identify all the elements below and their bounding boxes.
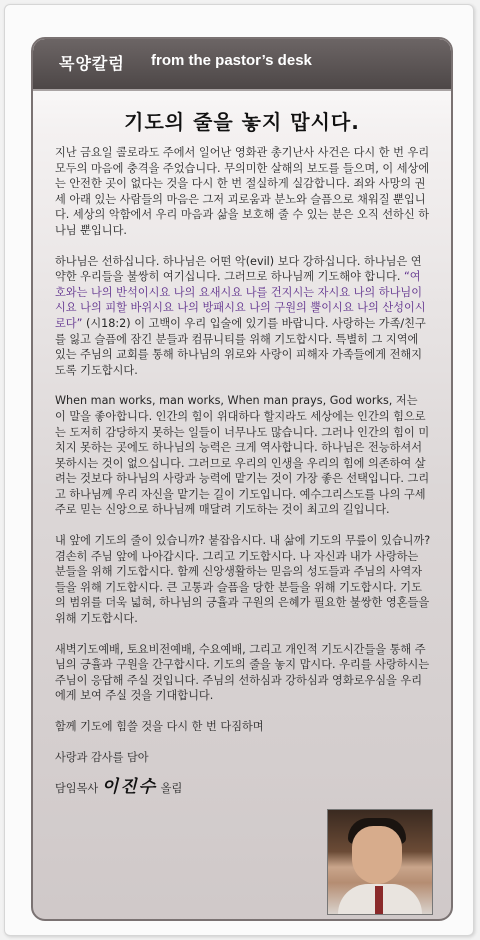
column-header [33,39,451,91]
signature-role: 담임목사 [55,782,99,796]
header-korean-title: 목양칼럼 [59,54,125,73]
page-frame [4,4,474,936]
paragraph-2-intro: 하나님은 선하십니다. 하나님은 어떤 악(evil) 보다 강하십니다. 하나님은 연약한 우리들을 불쌍히 여기십니다. 그러므로 하나님께 기도해야 합니다. [55,254,422,284]
header-english-title: from the pastor’s desk [151,52,312,69]
signature-suffix: 올림 [160,782,183,796]
column-card [31,37,453,921]
scripture-quote: “여호와는 나의 반석이시요 나의 요새시요 나를 건지시는 자시요 나의 하나님이시요 나의 피할 바위시요 나의 방패시요 나의 구원의 뿔이시요 나의 산성이시로다” [55,270,426,330]
paragraph-1: 지난 금요일 콜로라도 주에서 일어난 영화관 총기난사 사건은 다시 한 번 우리 모두의 마음에 충격을 주었습니다. 무의미한 살해의 보도를 들으며, 이 세상에는 안전한 곳이 없다는 것을 다시 한 번 절실하게 실감합니다. 죄와 사망의 권세 아래 있는 사람들의 마음은 그저 괴로움과 분노와 슬픔으로 채워질 뿐입니다. 세상의 악함에서 우리 마음과 삶을 보호해 줄 수 있는 분은 오직 선하신 하나님 뿐입니다. [55,146,430,237]
article-body [55,145,431,812]
article-title: 기도의 줄을 놓지 맙시다. [124,110,360,134]
pastor-photo [327,809,433,915]
signature-line [55,777,431,798]
paragraph-4: 내 앞에 기도의 줄이 있습니까? 붙잡읍시다. 내 삶에 기도의 무릎이 있습니까? 겸손히 주님 앞에 나아갑시다. 그리고 기도합시다. 나 자신과 내가 사랑하는 분들을 위해 기도합시다. 함께 신앙생활하는 믿음의 성도들과 주님의 사역자들을 위해 기도합시다. 큰 고통과 슬픔을 당한 분들을 위해 기도합시다. 기도의 범위를 더욱 넓혀, 하나님의 긍휼과 구원의 은혜가 필요한 불쌍한 영혼들을 위해 기도합시다. [55,534,431,626]
paragraph-7: 사랑과 감사를 담아 [55,750,149,764]
paragraph-2 [55,254,431,379]
paragraph-5: 새벽기도예배, 토요비전예배, 수요예배, 그리고 개인적 기도시간들을 통해 주님의 긍휼과 구원을 간구합시다. 기도의 줄을 놓지 맙시다. 우리를 사랑하시는 주님이 응답해 주실 것입니다. 주님의 선하심과 강하심과 영화로우심을 우리에게 보여 주실 것을 기대합니다. [55,642,430,703]
signature-name: 이진수 [101,777,158,798]
photo-face [352,826,402,884]
photo-tie [375,886,383,914]
paragraph-6: 함께 기도에 힘쓸 것을 다시 한 번 다짐하며 [55,720,264,733]
paragraph-2-rest: (시18:2) 이 고백이 우리 입술에 있기를 바랍니다. 사랑하는 가족/친구를 잃고 슬픔에 잠긴 분들과 컴뮤니티를 위해 기도합시다. 특별히 그 지역에 있는 주님의 교회를 통해 하나님의 위로와 사랑이 피해자 가족들에게 전해지도록 기도합시다. [55,316,426,377]
paragraph-3: When man works, man works, When man prays, God works, 저는 이 말을 좋아합니다. 인간의 힘이 위대하다 할지라도 세상에는 인간의 힘으로는 도저히 감당하지 못하는 일들이 너무나도 많습니다. 그러나 인간의 힘이 미치지 못하는 곳에도 하나님의 능력은 크게 역사합니다. 하나님은 전능하셔서 못하시는 것이 없으십니다. 그러므로 우리의 인생을 우리의 힘에 의존하여 살려는 것보다 하나님의 사랑과 능력에 맡기는 것이 가장 좋은 선택입니다. 그리고 하나님께 우리 자신을 맡기는 길이 기도입니다. 예수그리스도를 나의 구세주로 믿는 신앙으로 하나님께 매달려 기도하는 것이 최고의 길입니다. [55,394,430,517]
